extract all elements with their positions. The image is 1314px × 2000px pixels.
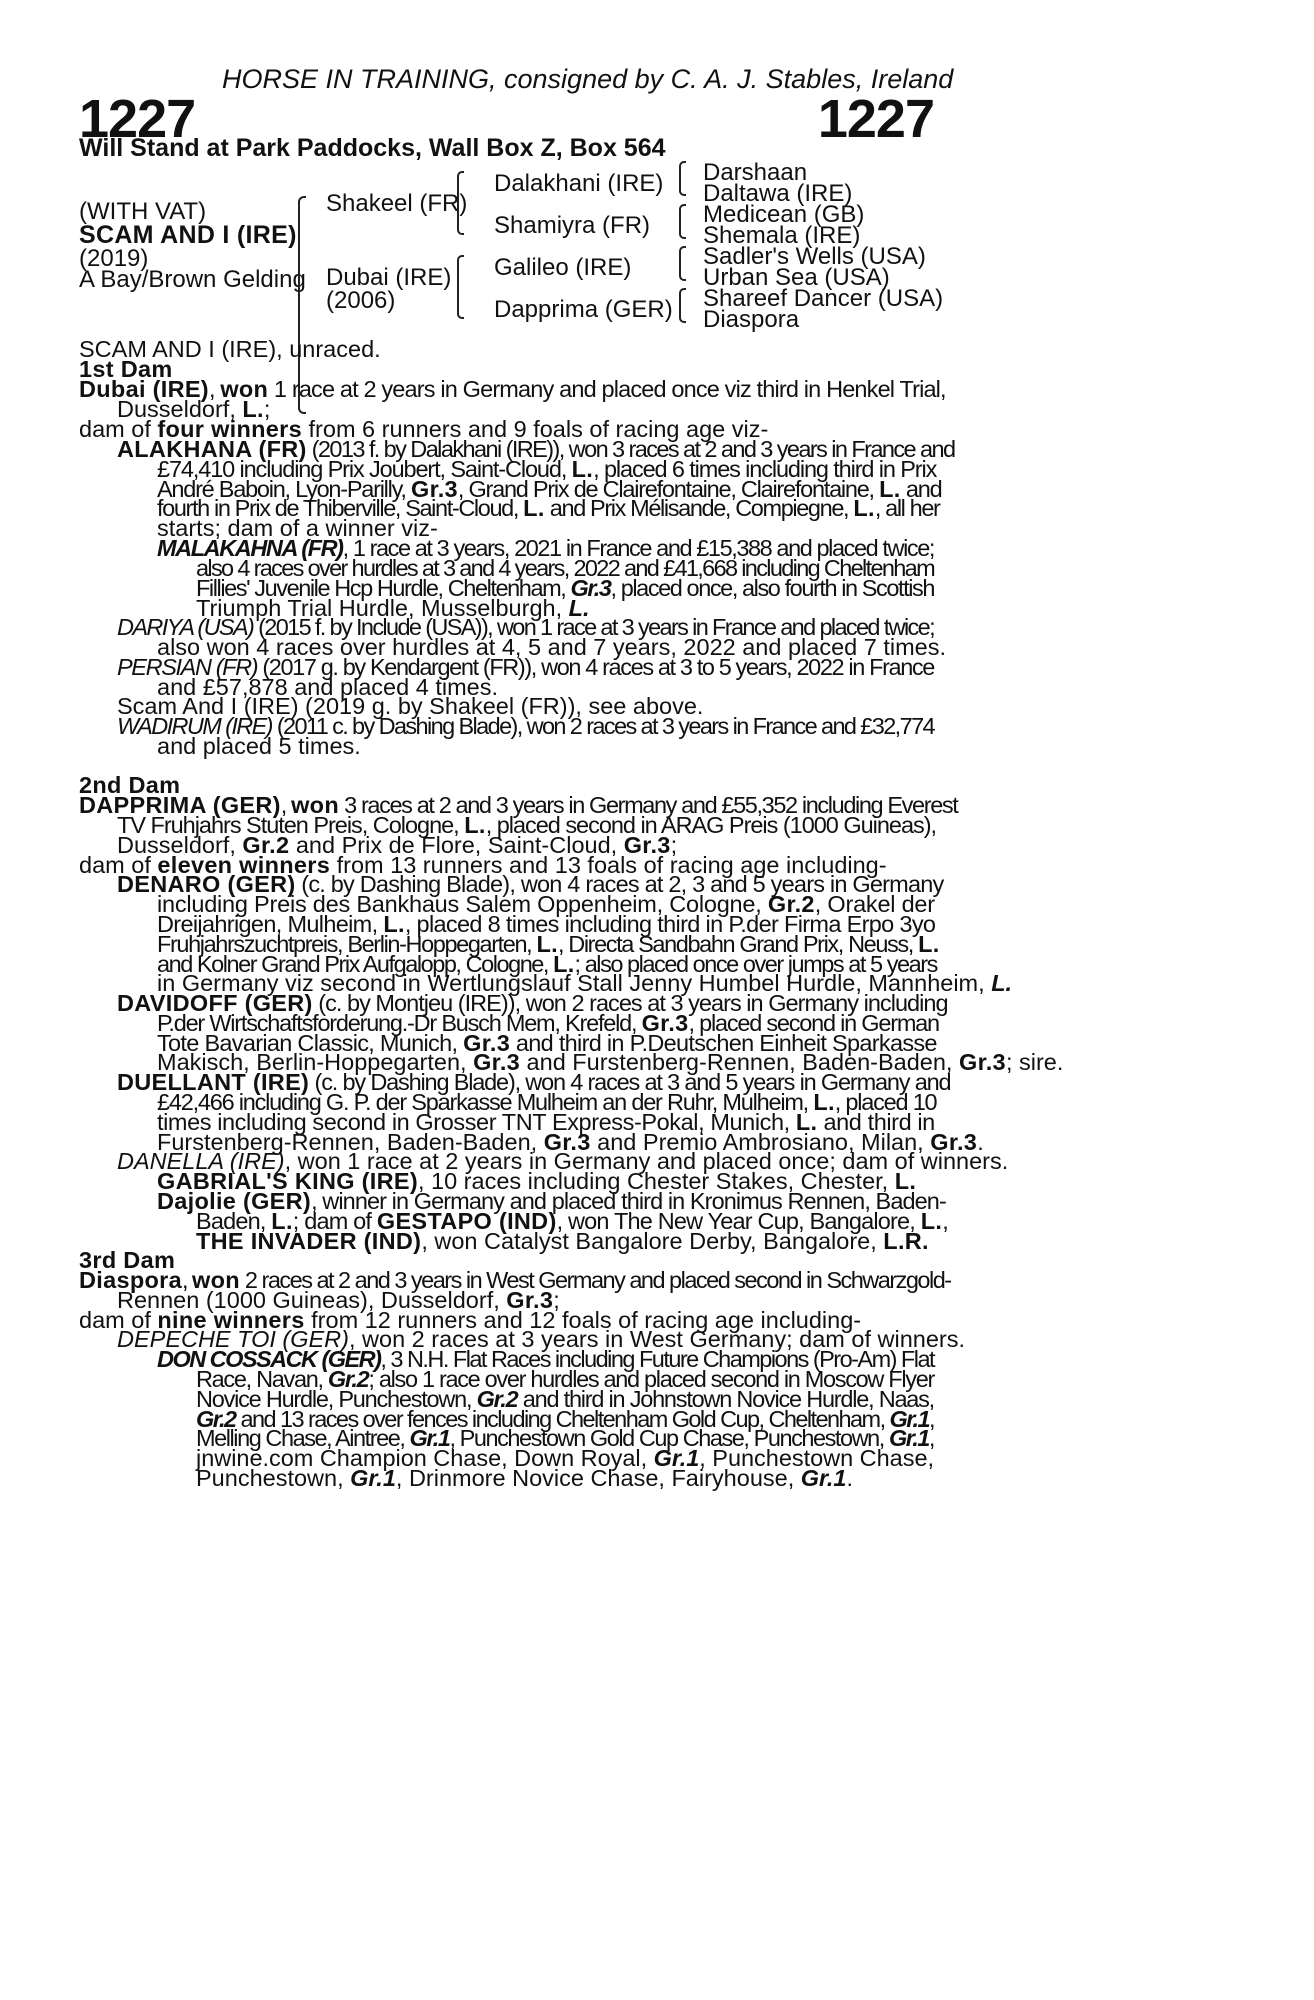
text-run: starts; dam of a winner viz- (157, 515, 438, 541)
text-run: won (291, 792, 339, 818)
text-run: . (977, 1129, 984, 1155)
text-run: times including second in Grosser TNT Express-Pokal, Munich, (157, 1109, 796, 1135)
text-run: Gr.3 (463, 1030, 511, 1056)
text-run: 2nd Dam (79, 772, 181, 798)
vat-note: (WITH VAT) (79, 198, 207, 225)
pedigree-sire-dam: Shamiyra (FR) (494, 212, 651, 239)
text-run: from 13 runners and 13 foals of racing age including- (330, 852, 887, 878)
text-run: DANELLA (IRE) (117, 1148, 285, 1174)
pedigree-dam-dam: Dapprima (GER) (494, 296, 673, 323)
text-run: (2013 f. by Dalakhani (IRE)), won 3 races at 2 and 3 years in France and (306, 436, 955, 462)
text-run: , Directa Sandbahn Grand Prix, Neuss, (557, 931, 919, 957)
horse-year: (2019) (79, 245, 149, 272)
text-run: and 13 races over fences including Cheltenham Gold Cup, Cheltenham, (235, 1406, 890, 1432)
text-run: , all her (874, 495, 940, 521)
text-run: also won 4 races over hurdles at 4, 5 and 7 years, 2022 and placed 7 times. (157, 634, 947, 660)
pedigree-sds: Medicean (GB) (703, 201, 865, 228)
text-run: 3 races at 2 and 3 years in Germany and £55,352 including Everest (338, 792, 958, 818)
text-run: L. (894, 1168, 917, 1194)
text-run: Gr.1 (889, 1406, 930, 1432)
text-run: L. (536, 931, 558, 957)
text-run: , 1 race at 3 years, 2021 in France and £15,388 and placed twice; (342, 535, 934, 561)
text-run: Gr.3 (506, 1287, 554, 1313)
text-run: , (280, 792, 292, 818)
text-run: dam of (79, 1307, 158, 1333)
text-run: Dusseldorf, (117, 396, 243, 422)
text-run: Melling Chase, Aintree, (196, 1425, 410, 1451)
text-run: , placed 10 (834, 1089, 937, 1115)
text-run: Gr.1 (653, 1445, 700, 1471)
text-run: , Punchestown Gold Cup Chase, Punchestown, (449, 1425, 889, 1451)
consignment-header: HORSE IN TRAINING, consigned by C. A. J. Stables, Ireland (222, 64, 954, 94)
text-run: Dusseldorf, (117, 832, 243, 858)
text-run: ; also placed once over jumps at 5 years (574, 951, 937, 977)
text-run: Fillies' Juvenile Hcp Hurdle, Cheltenham, (196, 575, 571, 601)
text-run: , placed 8 times including third in P.der Firma Erpo 3yo (404, 911, 936, 937)
text-run: GABRIAL'S KING (IRE) (157, 1168, 418, 1194)
text-run: DENARO (GER) (117, 871, 296, 897)
text-run: , 3 N.H. Flat Races including Future Champions (Pro-Am) Flat (380, 1346, 934, 1372)
pedigree-sire: Shakeel (FR) (326, 190, 468, 217)
text-run: André Baboin, Lyon-Parilly, (157, 476, 411, 502)
text-run: Gr.2 (476, 1386, 518, 1412)
pedigree-dss: Sadler's Wells (USA) (703, 243, 926, 270)
text-run: Gr.1 (409, 1425, 450, 1451)
text-run: from 6 runners and 9 foals of racing age viz- (302, 416, 769, 442)
text-run: WADIRUM (IRE) (117, 713, 272, 739)
text-run: , placed second in ARAG Preis (1000 Guineas), (485, 812, 937, 838)
text-line (196, 1466, 853, 1491)
text-run: ; also 1 race over hurdles and placed second in Moscow Flyer (368, 1366, 934, 1392)
text-run: , (942, 1208, 948, 1234)
lot-number-right: 1227 (817, 89, 934, 149)
text-run: nine winners (157, 1307, 305, 1333)
pedigree-brace-sd (679, 204, 686, 239)
horse-name: SCAM AND I (IRE) (79, 221, 297, 249)
text-run: , placed 6 times including third in Prix (593, 456, 937, 482)
stand-location: Will Stand at Park Paddocks, Wall Box Z, Box 564 (79, 134, 666, 162)
text-run: Furstenberg-Rennen, Baden-Baden, (157, 1129, 544, 1155)
text-run: Gr.1 (800, 1465, 847, 1491)
text-run: Gr.3 (570, 575, 611, 601)
text-run: L. (853, 495, 875, 521)
text-run: Gr.1 (350, 1465, 396, 1491)
text-run: L. (879, 476, 901, 502)
text-run: Triumph Trial Hurdle, Musselburgh, (196, 595, 569, 621)
text-run: Gr.2 (767, 891, 815, 917)
text-run: four winners (157, 416, 302, 442)
text-run: and (900, 476, 942, 502)
text-run: Tote Bavarian Classic, Munich, (157, 1030, 464, 1056)
text-run: Fruhjahrszuchtpreis, Berlin-Hoppegarten, (157, 931, 537, 957)
lot-number-left: 1227 (79, 89, 196, 149)
text-run: , won Catalyst Bangalore Derby, Bangalore, (421, 1228, 884, 1254)
text-run: Diaspora (79, 1267, 182, 1293)
text-run: , won 2 races at 3 years in West Germany; dam of winners. (348, 1326, 966, 1352)
text-run: , placed second in German (688, 1010, 939, 1036)
text-line (196, 1229, 929, 1254)
text-run: Race, Navan, (196, 1366, 328, 1392)
text-run: Gr.2 (196, 1406, 236, 1432)
text-run: Gr.3 (641, 1010, 689, 1036)
text-run: , Drinmore Novice Chase, Fairyhouse, (395, 1465, 801, 1491)
text-run: , placed once, also fourth in Scottish (610, 575, 934, 601)
text-run: Gr.3 (473, 1049, 521, 1075)
text-run: , Punchestown Chase, (699, 1445, 935, 1471)
text-run: ; (553, 1287, 560, 1313)
text-run: SCAM AND I (IRE), unraced. (79, 336, 381, 362)
text-run: and Prix Mélisande, Compiegne, (544, 495, 854, 521)
text-run: DAVIDOFF (GER) (117, 990, 313, 1016)
text-run: , (928, 1425, 935, 1451)
text-run: L. (242, 396, 264, 422)
text-run: ; dam of (292, 1208, 377, 1234)
text-run: Gr.2 (242, 832, 290, 858)
text-run: L. (464, 812, 486, 838)
text-run: DEPECHE TOI (GER) (117, 1326, 349, 1352)
pedigree-dam-year: (2006) (326, 287, 396, 314)
text-run: ; (263, 396, 271, 422)
text-run: 3rd Dam (79, 1247, 176, 1273)
text-run: and placed 5 times. (157, 733, 361, 759)
text-run: and Kolner Grand Prix Aufgalopp, Cologne, (157, 951, 554, 977)
text-run: Gr.3 (930, 1129, 978, 1155)
text-run: £74,410 including Prix Joubert, Saint-Cloud, (157, 456, 572, 482)
text-run: TV Fruhjahrs Stuten Preis, Cologne, (117, 812, 465, 838)
pedigree-dds: Shareef Dancer (USA) (703, 285, 944, 312)
text-run: Punchestown, (196, 1465, 351, 1491)
text-run: , (181, 1267, 193, 1293)
text-run: L. (795, 1109, 818, 1135)
text-run: and £57,878 and placed 4 times. (157, 674, 499, 700)
text-run: Gr.3 (543, 1129, 591, 1155)
text-run: and Prix de Flore, Saint-Cloud, (289, 832, 624, 858)
text-run: 1 race at 2 years in Germany and placed once viz third in Henkel Trial, (268, 376, 946, 402)
text-run: L. (991, 970, 1013, 996)
text-run: dam of (79, 416, 158, 442)
pedigree-ddd: Diaspora (703, 306, 800, 333)
text-run: L. (918, 931, 940, 957)
text-run: ; (670, 832, 678, 858)
text-run: Makisch, Berlin-Hoppegarten, (157, 1049, 474, 1075)
text-run: Gr.3 (959, 1049, 1006, 1075)
text-run: Gr.3 (623, 832, 671, 858)
pedigree-brace-dam (457, 255, 464, 319)
text-run: L. (383, 911, 405, 937)
text-run: fourth in Prix de Thiberville, Saint-Cloud, (157, 495, 524, 521)
text-run: L. (920, 1208, 943, 1234)
text-run: L. (523, 495, 545, 521)
pedigree-ssd: Daltawa (IRE) (703, 180, 853, 207)
pedigree-sire-sire: Dalakhani (IRE) (494, 170, 664, 197)
text-run: , (929, 1406, 935, 1432)
text-run: including Preis des Bankhaus Salem Oppenheim, Cologne, (157, 891, 768, 917)
text-run: and third in Johnstown Novice Hurdle, Naas, (517, 1386, 934, 1412)
text-run: and third in (817, 1109, 935, 1135)
text-run: . (846, 1465, 854, 1491)
text-run: L. (271, 1208, 293, 1234)
text-run: L. (553, 951, 575, 977)
pedigree-sss: Darshaan (703, 159, 808, 186)
text-run: jnwine.com Champion Chase, Down Royal, (196, 1445, 654, 1471)
text-run: Novice Hurdle, Punchestown, (196, 1386, 477, 1412)
text-run: , (208, 376, 221, 402)
text-run: and third in P.Deutschen Einheit Sparkasse (510, 1030, 937, 1056)
text-run: ; sire. (1005, 1049, 1064, 1075)
text-run: (c. by Dashing Blade), won 4 races at 3 and 5 years in Germany and (309, 1069, 951, 1095)
pedigree-brace-ds (679, 246, 686, 281)
text-run: L.R. (883, 1228, 929, 1254)
text-run: dam of (79, 852, 158, 878)
text-run: L. (813, 1089, 835, 1115)
text-run: and Furstenberg-Rennen, Baden-Baden, (520, 1049, 959, 1075)
text-run: 1st Dam (79, 356, 173, 382)
text-run: MALAKAHNA (FR) (157, 535, 343, 561)
text-run: £42,466 including G. P. der Sparkasse Mulheim an der Ruhr, Mulheim, (157, 1089, 814, 1115)
text-run: L. (568, 595, 590, 621)
text-run: Scam And I (IRE) (2019 g. by Shakeel (FR)), see above. (117, 693, 704, 719)
text-run: Baden, (196, 1208, 272, 1234)
text-run: (2011 c. by Dashing Blade), won 2 races at 3 years in France and £32,774 (271, 713, 934, 739)
text-run: 2 races at 2 and 3 years in West Germany and placed second in Schwarzgold- (239, 1267, 951, 1293)
text-run: in Germany viz second in Wertlungslauf Stall Jenny Humbel Hurdle, Mannheim, (157, 970, 992, 996)
text-run: DUELLANT (IRE) (117, 1069, 310, 1095)
text-run: (c. by Montjeu (IRE)), won 2 races at 3 years in Germany including (312, 990, 948, 1016)
text-run: GESTAPO (IND) (376, 1208, 557, 1234)
pedigree-brace-dd (679, 288, 686, 323)
pedigree-dam-sire: Galileo (IRE) (494, 254, 632, 281)
pedigree-brace-ss (679, 161, 686, 196)
text-run: won (192, 1267, 240, 1293)
text-run: Gr.2 (327, 1366, 369, 1392)
text-run: P.der Wirtschaftsforderung.-Dr Busch Mem, Krefeld, (157, 1010, 642, 1036)
text-run: Gr.3 (410, 476, 458, 502)
text-run: , won 1 race at 2 years in Germany and placed once; dam of winners. (284, 1148, 1009, 1174)
text-run: , Grand Prix de Clairefontaine, Clairefontaine, (457, 476, 880, 502)
pedigree-dam: Dubai (IRE) (326, 264, 452, 291)
horse-description: A Bay/Brown Gelding (79, 266, 306, 293)
text-run: , Orakel der (814, 891, 935, 917)
text-run: (c. by Dashing Blade), won 4 races at 2, 3 and 5 years in Germany (295, 871, 944, 897)
text-run: from 12 runners and 12 foals of racing age including- (304, 1307, 862, 1333)
text-run: (2017 g. by Kendargent (FR)), won 4 races at 3 to 5 years, 2022 in France (257, 654, 934, 680)
pedigree-dsd: Urban Sea (USA) (703, 264, 890, 291)
text-line (157, 734, 361, 759)
text-run: Gr.1 (888, 1425, 929, 1451)
text-run: and Premio Ambrosiano, Milan, (590, 1129, 931, 1155)
text-run: DON COSSACK (GER) (157, 1346, 381, 1372)
text-run: L. (571, 456, 594, 482)
text-run: , 10 races including Chester Stakes, Chester, (417, 1168, 895, 1194)
text-run: , winner in Germany and placed third in Kronimus Rennen, Baden- (311, 1188, 946, 1214)
text-run: THE INVADER (IND) (196, 1228, 422, 1254)
text-run: , won The New Year Cup, Bangalore, (556, 1208, 921, 1234)
pedigree-sdd: Shemala (IRE) (703, 222, 861, 249)
text-run: PERSIAN (FR) (117, 654, 258, 680)
text-run: DARIYA (USA) (117, 614, 254, 640)
text-run: (2015 f. by Include (USA)), won 1 race at 3 years in France and placed twice; (253, 614, 934, 640)
text-run: DAPPRIMA (GER) (79, 792, 281, 818)
text-run: Dubai (IRE) (79, 376, 209, 402)
text-run: won (220, 376, 269, 402)
text-run: Dreijahrigen, Mulheim, (157, 911, 384, 937)
text-run: also 4 races over hurdles at 3 and 4 years, 2022 and £41,668 including Cheltenham (196, 555, 934, 581)
text-run: eleven winners (157, 852, 331, 878)
text-run: Dajolie (GER) (157, 1188, 312, 1214)
text-run: Rennen (1000 Guineas), Dusseldorf, (117, 1287, 507, 1313)
text-run: ALAKHANA (FR) (117, 436, 307, 462)
